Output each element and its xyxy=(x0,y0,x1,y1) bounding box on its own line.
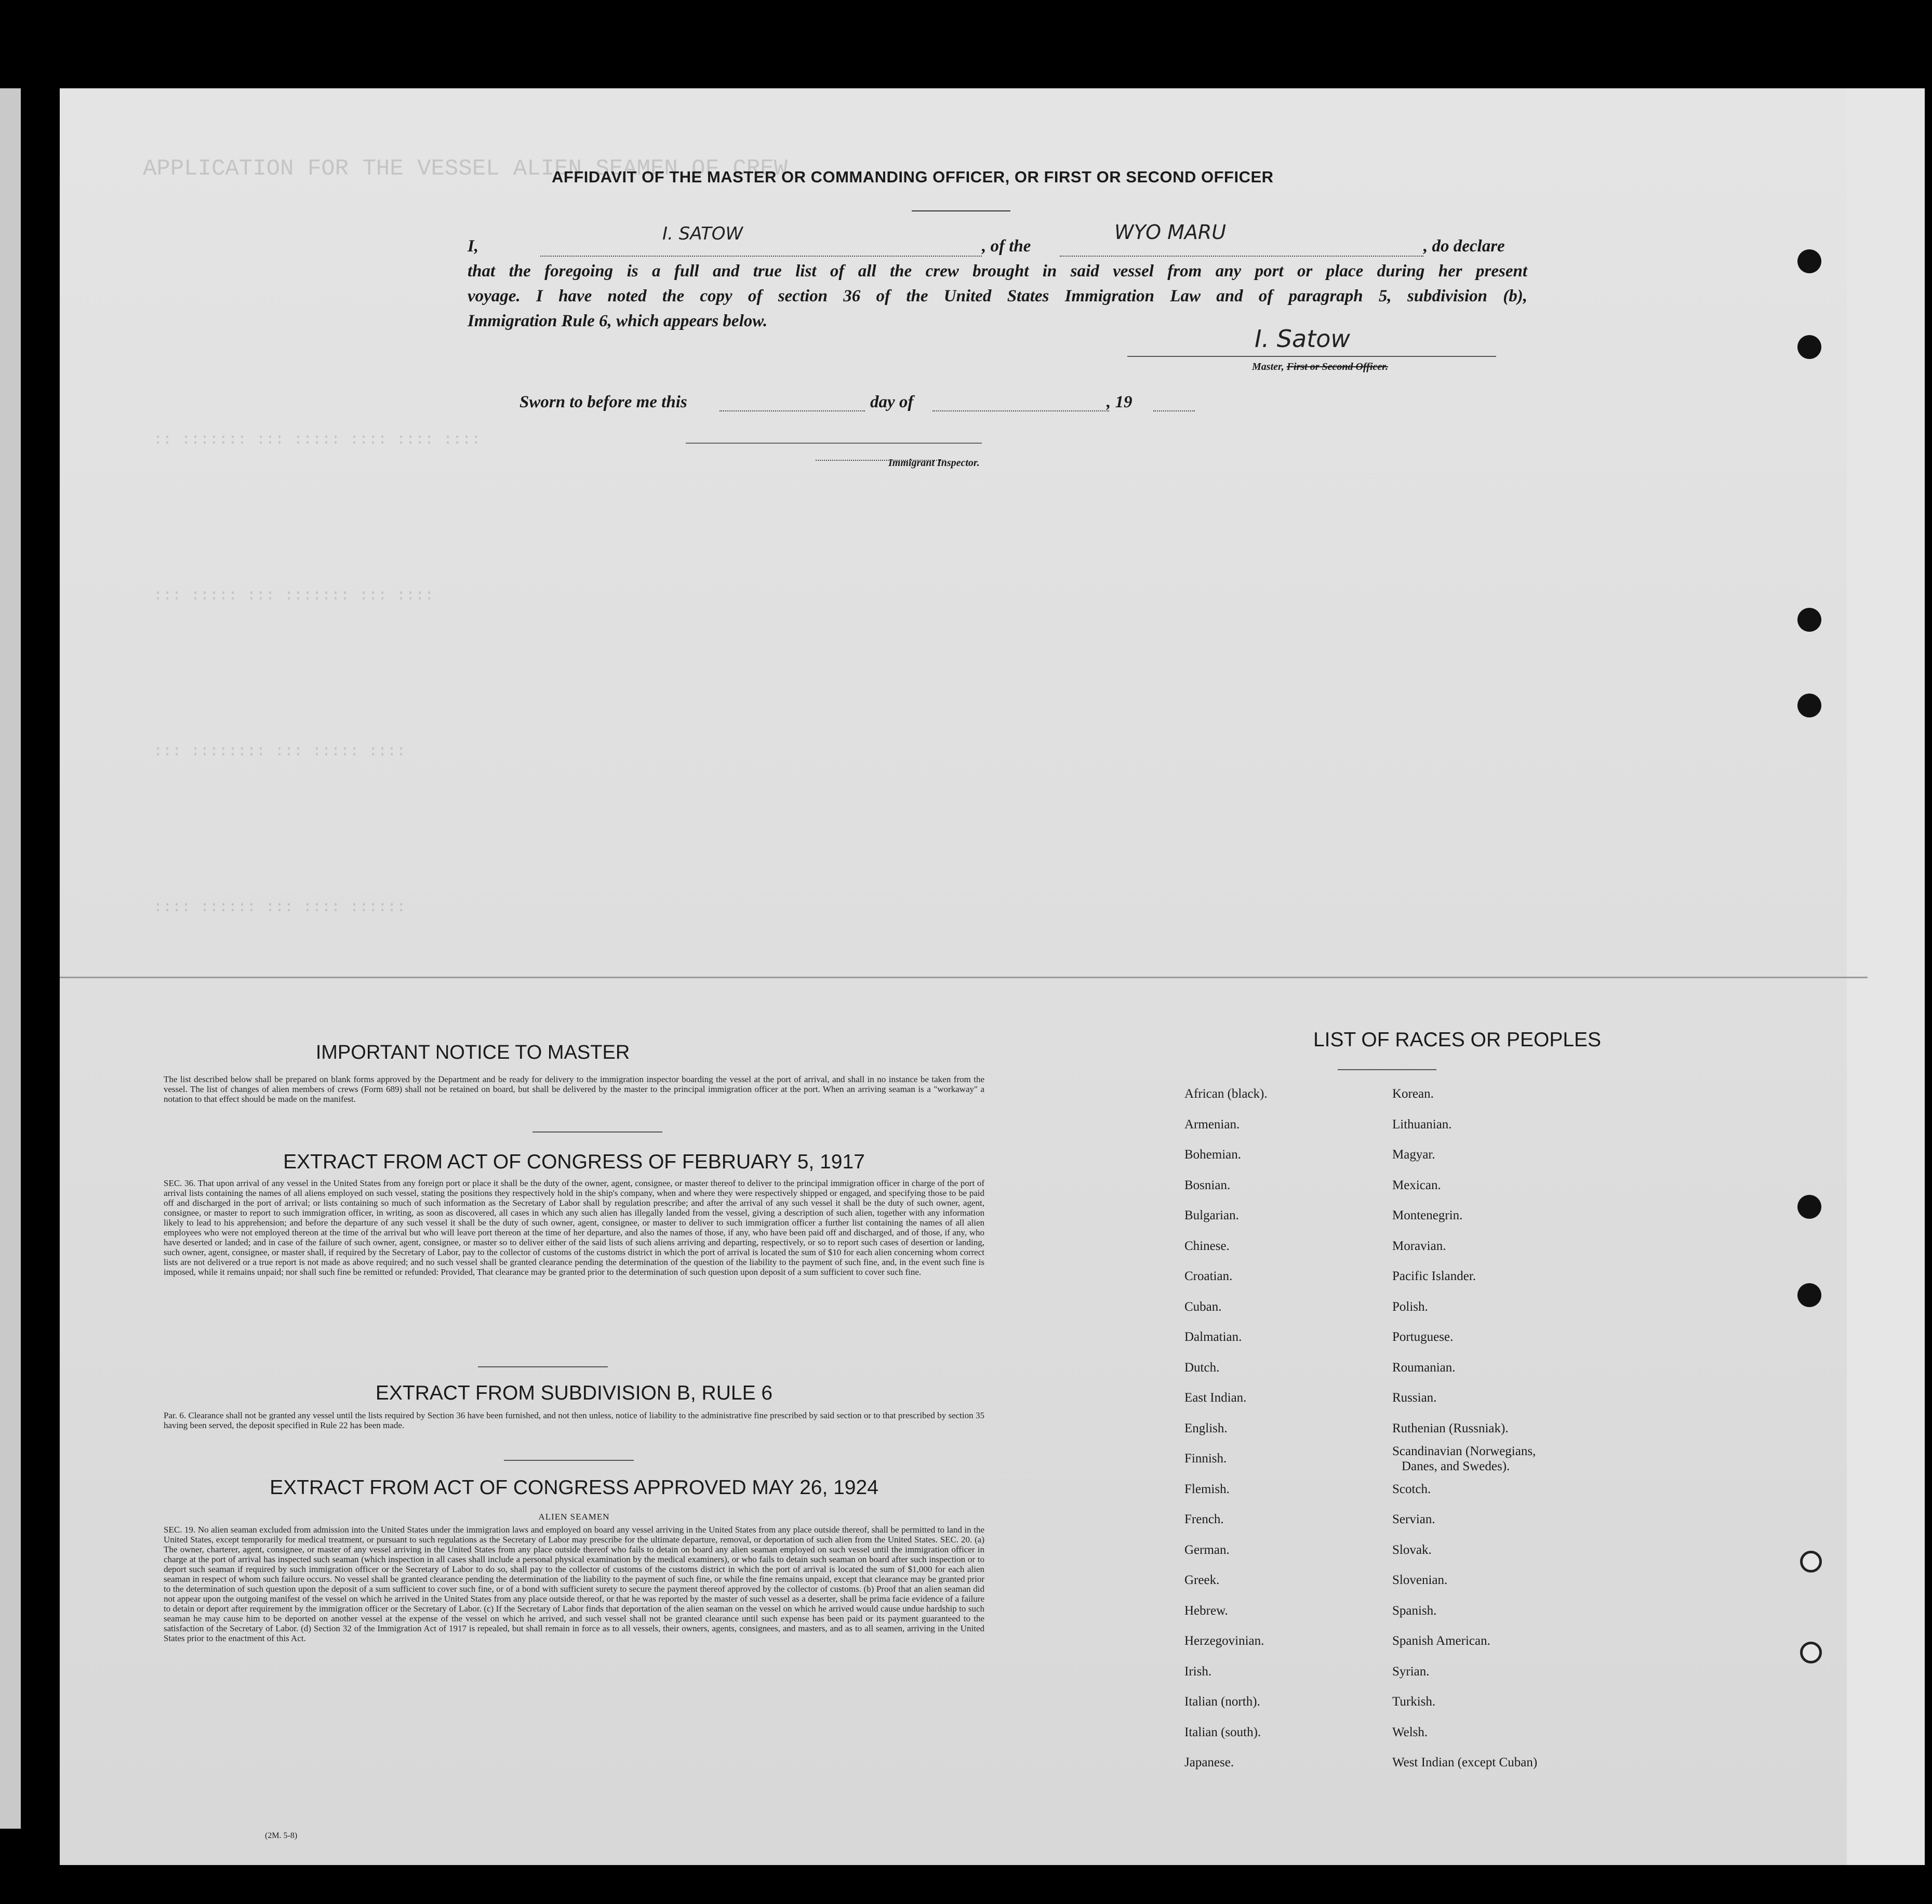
race-item: English. xyxy=(1184,1421,1228,1435)
binder-hole xyxy=(1797,1195,1821,1219)
signature-line xyxy=(1127,356,1496,357)
title-rule xyxy=(912,210,1010,211)
race-item: Dutch. xyxy=(1184,1360,1220,1375)
race-item: Bulgarian. xyxy=(1184,1208,1239,1222)
binder-hole xyxy=(1797,249,1821,273)
race-item: Irish. xyxy=(1184,1664,1212,1679)
race-item: Armenian. xyxy=(1184,1117,1240,1131)
races-title-rule xyxy=(1338,1069,1436,1070)
race-item: Roumanian. xyxy=(1392,1360,1456,1375)
binder-hole xyxy=(1800,1551,1822,1573)
race-item: Cuban. xyxy=(1184,1299,1222,1314)
races-title: LIST OF RACES OR PEOPLES xyxy=(1313,1029,1602,1051)
race-item: French. xyxy=(1184,1512,1224,1526)
race-item: Syrian. xyxy=(1392,1664,1430,1679)
bleed-through-background: APPLICATION FOR THE VESSEL ALIEN SEAMEN OF CREW :: ::::::: ::: ::::: :::: :::: :::: ::: ::::: ::: ::::::: ::: :::: ::: :::::::: ::: ::::: :::: :::: :::::: ::: :::: :::::: xyxy=(143,156,788,916)
sworn-year-prefix: , 19 xyxy=(1107,393,1132,411)
race-item: Herzegovinian. xyxy=(1184,1634,1264,1648)
adjacent-page-edge xyxy=(0,88,21,1829)
sworn-day-of: day of xyxy=(870,393,914,411)
binder-hole xyxy=(1797,1283,1821,1307)
affidavit-line-3: Immigration Rule 6, which appears below. xyxy=(468,312,768,330)
race-item: Danes, and Swedes). xyxy=(1402,1459,1510,1473)
race-item: Russian. xyxy=(1392,1391,1437,1405)
race-item: Dalmatian. xyxy=(1184,1330,1242,1344)
sworn-day-line xyxy=(719,410,865,411)
affidavit-line-2: voyage. I have noted the copy of section 36 of the United States Immigration Law and of paragraph 5, subdivision (b), xyxy=(468,287,1527,305)
notice-text: The list described below shall be prepared on blank forms approved by the Department and be ready for delivery to the immigration inspector boarding the vessel at the port of arrival, and shall in no instance be taken from the vessel. The list of changes of alien members of crews (Form 689) shall not be retained on board, but shall be delivered by the master to the principal immigration officer at the port. When an arriving seaman is a "workaway" a notation to that effect should be made on the manifest. xyxy=(164,1074,984,1104)
race-item: Bosnian. xyxy=(1184,1178,1231,1192)
affidavit-line-1: that the foregoing is a full and true list of all the crew brought in said vessel from any port or place during her present xyxy=(468,262,1527,281)
race-item: Bohemian. xyxy=(1184,1148,1242,1162)
section-rule xyxy=(478,1366,608,1367)
race-item: Italian (south). xyxy=(1184,1725,1261,1739)
race-item: Italian (north). xyxy=(1184,1695,1260,1709)
signature-caption-master: Master, xyxy=(1252,361,1284,372)
race-item: Flemish. xyxy=(1184,1482,1230,1496)
race-item: Slovenian. xyxy=(1392,1573,1448,1587)
race-item: Korean. xyxy=(1392,1087,1434,1101)
race-item: German. xyxy=(1184,1542,1230,1557)
signature-caption-struck: First or Second Officer. xyxy=(1286,361,1388,372)
binder-hole xyxy=(1797,694,1821,717)
race-item: Chinese. xyxy=(1184,1239,1230,1253)
extract-rule6-text: Par. 6. Clearance shall not be granted any vessel until the lists required by Section 36 have been furnished, and not then unless, notice of liability to the administrative fine prescribed by said section or to that prescribed by section 35 having been served, the deposit specified in Rule 22 has been made. xyxy=(164,1410,984,1430)
sworn-month-line xyxy=(932,410,1109,411)
race-item: Scotch. xyxy=(1392,1482,1431,1496)
extract-1917-text: SEC. 36. That upon arrival of any vessel in the United States from any foreign port or place it shall be the duty of the owner, agent, consignee, or master thereof to deliver to the principal immigration officer in charge of the port of arrival lists containing the names of all aliens employed on such vessel, stating the positions they respectively hold in the ship's company, when and where they were respectively shipped or engaged, and specifying those to be paid off and discharged in the port of arrival; or lists containing so much of such information as the Secretary of Labor shall by regulation prescribe; and after the arrival of any such vessel it shall be the duty of such owner, agent, consignee, or master to report to such immigration officer, in writing, as soon as discovered, all cases in which any such alien has illegally landed from the vessel, giving a description of such alien, together with any information likely to lead to his apprehension; and before the departure of any such vessel it shall be the duty of such owner, agent, consignee, or master to deliver to such immigration officer a further list containing the names of all alien employees who were not employed thereon at the time of the arrival but who will leave port thereon at the time of her departure, and also the names of those, if any, who have been paid off and discharged, and of those, if any, who have deserted or landed; and in case of the failure of such owner, agent, consignee, or master so to deliver either of the said lists of such aliens arriving and departing, respectively, or so to report such cases of desertion or landing, such owner, agent, consignee, or master shall, if required by the Secretary of Labor, pay to the collector of customs of the customs district in which the port of arrival is located the sum of $10 for each alien concerning whom correct lists are not delivered or a true report is not made as above required; and no such vessel shall be granted clearance pending the determination of the question of the liability to the payment of such fine, and, in the event such fine is imposed, while it remains unpaid; nor shall such fine be remitted or refunded: Provided, That clearance may be granted prior to the determination of such question upon deposit of a sum sufficient to cover such fine. xyxy=(164,1178,984,1277)
vessel-field-line xyxy=(1060,256,1423,257)
extract-1917-title: EXTRACT FROM ACT OF CONGRESS OF FEBRUARY 5, 1917 xyxy=(283,1151,865,1173)
binder-hole xyxy=(1797,335,1821,359)
section-rule xyxy=(532,1131,662,1133)
race-item: Moravian. xyxy=(1392,1239,1446,1253)
race-item: Spanish American. xyxy=(1392,1634,1490,1648)
races-right-column xyxy=(1392,1079,1537,1778)
binder-hole xyxy=(1800,1642,1822,1663)
race-item: Pacific Islander. xyxy=(1392,1269,1476,1283)
binder-hole xyxy=(1797,608,1821,632)
affidavit-i-label: I, xyxy=(468,237,479,256)
inspector-line xyxy=(686,443,982,444)
extract-1924-title: EXTRACT FROM ACT OF CONGRESS APPROVED MAY 26, 1924 xyxy=(270,1476,878,1499)
extract-1924-text: SEC. 19. No alien seaman excluded from admission into the United States under the immigration laws and employed on board any vessel arriving in the United States from any place outside thereof, shall be permitted to land in the United States, except temporarily for medical treatment, or pursuant to such regulations as the Secretary of Labor may prescribe for the ultimate departure, removal, or deportation of such alien from the United States. SEC. 20. (a) The owner, charterer, agent, consignee, or master of any vessel arriving in the United States from any place outside thereof who fails to detain on board any alien seaman employed on such vessel until the immigration officer in charge at the port of arrival has inspected such seaman (which inspection in all cases shall include a personal physical examination by the medical examiners), or who fails to detain such seaman on board after such inspection or to deport such seaman if required by such immigration officer or the Secretary of Labor to do so, shall pay to the collector of customs of the customs district in which the port of arrival is located the sum of $1,000 for each alien seaman in respect of whom such failure occurs. No vessel shall be granted clearance pending the determination of the liability to the payment of such fine, or while the fine remains unpaid, except that clearance may be granted prior to the determination of such question upon the deposit of a sum sufficient to cover such fine, or of a bond with sufficient surety to secure the payment thereof approved by the collector of customs. (b) Proof that an alien seaman did not appear upon the outgoing manifest of the vessel on which he arrived in the United States from any place outside thereof, or that he was reported by the master of such vessel as a deserter, shall be prima facie evidence of a failure to detain or deport after requirement by the immigration officer or the Secretary of Labor. (c) If the Secretary of Labor finds that deportation of the alien seaman on the vessel on which he arrived would cause undue hardship to such seaman he may cause him to be deported on another vessel at the expense of the vessel on which he arrived, and such vessel shall not be granted clearance until such expense has been paid or its payment guaranteed to the satisfaction of the Secretary of Labor. (d) Section 32 of the Immigration Act of 1917 is repealed, but shall remain in force as to all vessels, their owners, agents, consignees, and masters, and as to all seamen, arriving in the United States prior to the enactment of this Act. xyxy=(164,1525,984,1643)
inspector-caption: Immigrant Inspector. xyxy=(888,457,980,469)
race-item: Croatian. xyxy=(1184,1269,1233,1283)
name-field-line xyxy=(540,256,982,257)
race-item: Hebrew. xyxy=(1184,1603,1228,1618)
affidavit-of-the: , of the xyxy=(982,237,1031,256)
race-item: Scandinavian (Norwegians, xyxy=(1392,1444,1536,1458)
affidavit-title: AFFIDAVIT OF THE MASTER OR COMMANDING OFFICER, OR FIRST OR SECOND OFFICER xyxy=(552,168,1274,186)
affidavit-do-declare: , do declare xyxy=(1423,237,1505,256)
race-item: Mexican. xyxy=(1392,1178,1441,1192)
races-left-column xyxy=(1184,1079,1268,1778)
race-item: Slovak. xyxy=(1392,1542,1432,1557)
race-item: Ruthenian (Russniak). xyxy=(1392,1421,1509,1435)
notice-title: IMPORTANT NOTICE TO MASTER xyxy=(315,1042,630,1063)
page-fold-line xyxy=(60,977,1868,978)
race-item: Montenegrin. xyxy=(1392,1208,1463,1222)
race-item: Welsh. xyxy=(1392,1725,1428,1739)
race-item: Lithuanian. xyxy=(1392,1117,1452,1131)
race-item: Spanish. xyxy=(1392,1603,1437,1618)
race-item: East Indian. xyxy=(1184,1391,1247,1405)
signature-caption xyxy=(1252,361,1388,373)
race-item: Magyar. xyxy=(1392,1148,1435,1162)
race-item: Finnish. xyxy=(1184,1452,1227,1466)
sworn-year-line xyxy=(1153,410,1195,411)
race-item: Portuguese. xyxy=(1392,1330,1454,1344)
handwritten-vessel: WYO MARU xyxy=(1114,221,1227,244)
race-item: Japanese. xyxy=(1184,1755,1234,1769)
extract-1924-subtitle: ALIEN SEAMEN xyxy=(538,1512,610,1522)
handwritten-name: I. SATOW xyxy=(662,223,743,244)
form-number: (2M. 5-8) xyxy=(265,1831,298,1840)
race-item: African (black). xyxy=(1184,1087,1268,1101)
extract-rule6-title: EXTRACT FROM SUBDIVISION B, RULE 6 xyxy=(375,1382,773,1404)
section-rule xyxy=(504,1460,634,1461)
race-item: Greek. xyxy=(1184,1573,1220,1587)
race-item: West Indian (except Cuban) xyxy=(1392,1755,1538,1769)
sworn-label: Sworn to before me this xyxy=(519,393,687,411)
race-item: Servian. xyxy=(1392,1512,1435,1526)
race-item: Polish. xyxy=(1392,1299,1428,1314)
master-signature: I. Satow xyxy=(1255,325,1350,353)
race-item: Turkish. xyxy=(1392,1695,1436,1709)
